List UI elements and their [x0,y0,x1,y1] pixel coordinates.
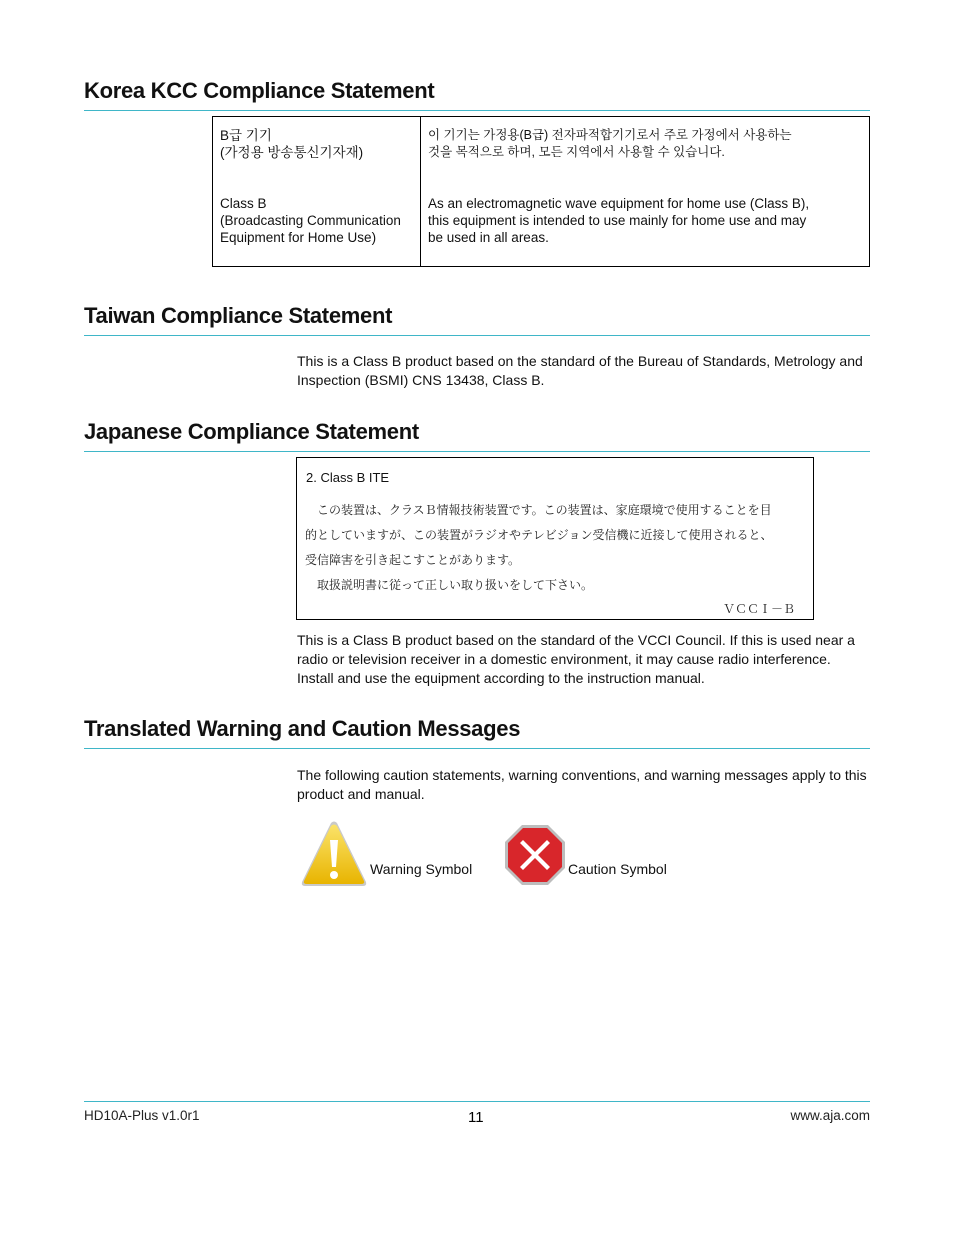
korea-heading: Korea KCC Compliance Statement [84,78,435,103]
korea-table-right-cell [421,117,870,267]
korea-class-desc: (가정용 방송통신기자재) [220,145,364,160]
korea-rule [84,110,870,111]
english-statement-line-3: be used in all areas. [428,230,549,245]
japan-rule [84,451,870,452]
korea-statement-line-2: 것을 목적으로 하며, 모든 지역에서 사용할 수 있습니다. [428,145,725,159]
page-number: 11 [468,1109,484,1126]
vcci-box-title: 2. Class B ITE [306,470,390,485]
taiwan-rule [84,335,870,336]
caution-x-icon [504,824,566,886]
korea-statement-line-1: 이 기기는 가정용(B급) 전자파적합기기로서 주로 가정에서 사용하는 [428,128,792,142]
english-class-desc-2: Equipment for Home Use) [220,230,377,245]
english-class-desc-1: (Broadcasting Communication [220,213,401,228]
warnings-heading: Translated Warning and Caution Messages [84,716,521,741]
vcci-mark: ＶＣＣＩ－Ｂ [722,602,795,616]
caution-symbol-label: Caution Symbol [568,861,667,877]
korea-table-left-cell [213,117,421,267]
english-statement-line-1: As an electromagnetic wave equipment for home use (Class B), [428,196,810,211]
english-class-label: Class B [220,196,267,211]
japan-heading: Japanese Compliance Statement [84,419,419,444]
taiwan-heading: Taiwan Compliance Statement [84,303,393,328]
japan-body: This is a Class B product based on the standard of the VCCI Council. If this is used near a radio or television receiver in a domestic environment, it may cause radio interference. Install and use the equipment according to the instruction manual. [297,632,855,686]
warnings-rule [84,748,870,749]
korea-class-label: B급 기기 [220,128,272,143]
warning-symbol-label: Warning Symbol [370,861,473,877]
vcci-line-1: この装置は、クラスＢ情報技術装置です。この装置は、家庭環境で使用することを目 [305,503,772,517]
footer-website: www.aja.com [790,1108,870,1123]
vcci-line-3: 受信障害を引き起こすことがあります。 [305,553,521,567]
warnings-body: The following caution statements, warning conventions, and warning messages apply to this product and manual. [297,767,867,802]
footer-rule [84,1101,870,1102]
vcci-statement-box [296,457,814,620]
warning-triangle-icon [300,820,368,888]
english-statement-line-2: this equipment is intended to use mainly for home use and may [428,213,807,228]
taiwan-body: This is a Class B product based on the standard of the Bureau of Standards, Metrology and Inspection (BSMI) CNS 13438, Class B. [297,353,863,388]
korea-compliance-table [212,116,870,267]
vcci-line-2: 的としていますが、この装置がラジオやテレビジョン受信機に近接して使用されると、 [305,528,773,542]
vcci-line-4: 取扱説明書に従って正しい取り扱いをして下さい。 [305,578,594,592]
footer-doc-version: HD10A-Plus v1.0r1 [84,1108,200,1123]
